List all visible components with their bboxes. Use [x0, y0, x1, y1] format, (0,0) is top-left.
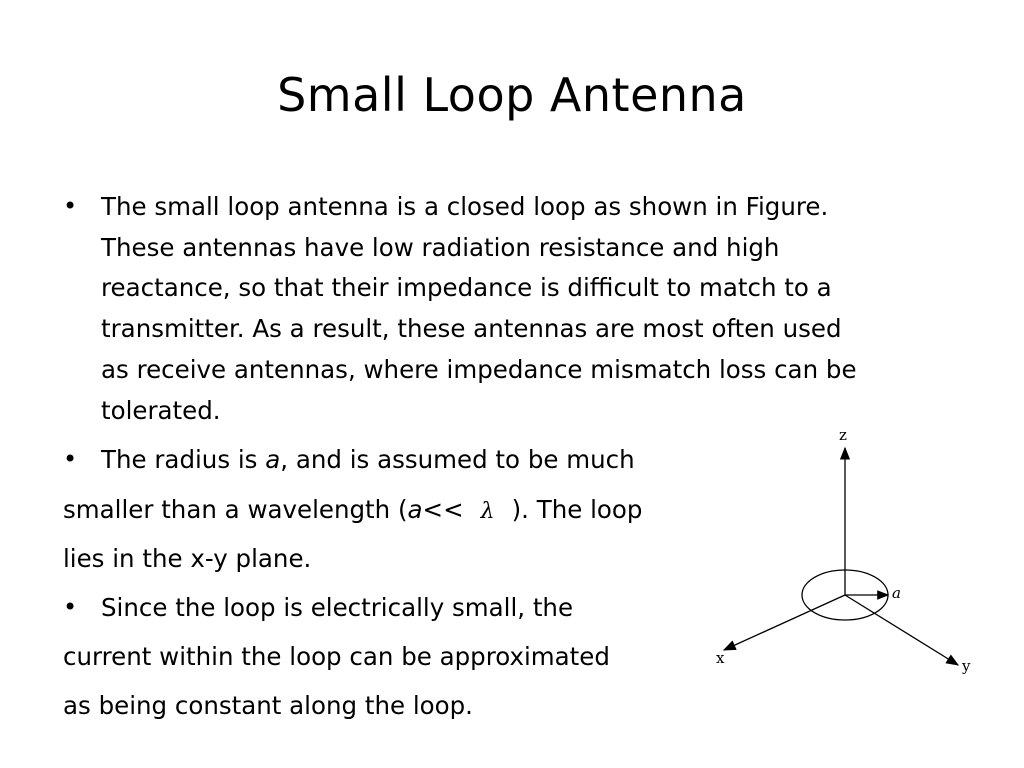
lambda-symbol: λ [480, 499, 495, 524]
z-axis-label: z [839, 426, 847, 444]
radius-label: a [892, 584, 901, 602]
text: , and is assumed to be much [280, 445, 635, 474]
paragraph-1-line-5: as receive antennas, where impedance mismatch loss can be [101, 355, 857, 384]
text: ). The loop [511, 495, 643, 524]
y-axis-label: y [962, 657, 971, 675]
paragraph-1-line-2: These antennas have low radiation resistance and high [101, 233, 780, 262]
paragraph-2-line-3: lies in the x-y plane. [63, 544, 312, 573]
paragraph-1-line-1: The small loop antenna is a closed loop as shown in Figure. [101, 192, 829, 221]
text: smaller than a wavelength ( [63, 495, 408, 524]
paragraph-1-line-4: transmitter. As a result, these antennas are most often used [101, 314, 842, 343]
much-less-than: << [422, 495, 464, 524]
bullet-marker: • [63, 593, 78, 621]
paragraph-3-line-3: as being constant along the loop. [63, 691, 473, 720]
loop-antenna-figure [700, 420, 1000, 690]
paragraph-2-line-2 [63, 495, 642, 527]
paragraph-1-line-6: tolerated. [101, 396, 221, 425]
text: The radius is [101, 445, 266, 474]
x-axis-label: x [716, 649, 725, 667]
bullet-marker: • [63, 445, 78, 473]
radius-variable: a [407, 495, 423, 524]
bullet-marker: • [63, 192, 78, 220]
radius-variable: a [265, 445, 281, 474]
paragraph-3-line-1: Since the loop is electrically small, the [101, 593, 574, 622]
y-axis [845, 595, 958, 665]
paragraph-3-line-2: current within the loop can be approximated [63, 642, 610, 671]
paragraph-1-line-3: reactance, so that their impedance is difficult to match to a [101, 273, 832, 302]
paragraph-2-line-1 [101, 445, 635, 475]
x-axis [724, 595, 845, 650]
slide-title: Small Loop Antenna [277, 68, 747, 122]
